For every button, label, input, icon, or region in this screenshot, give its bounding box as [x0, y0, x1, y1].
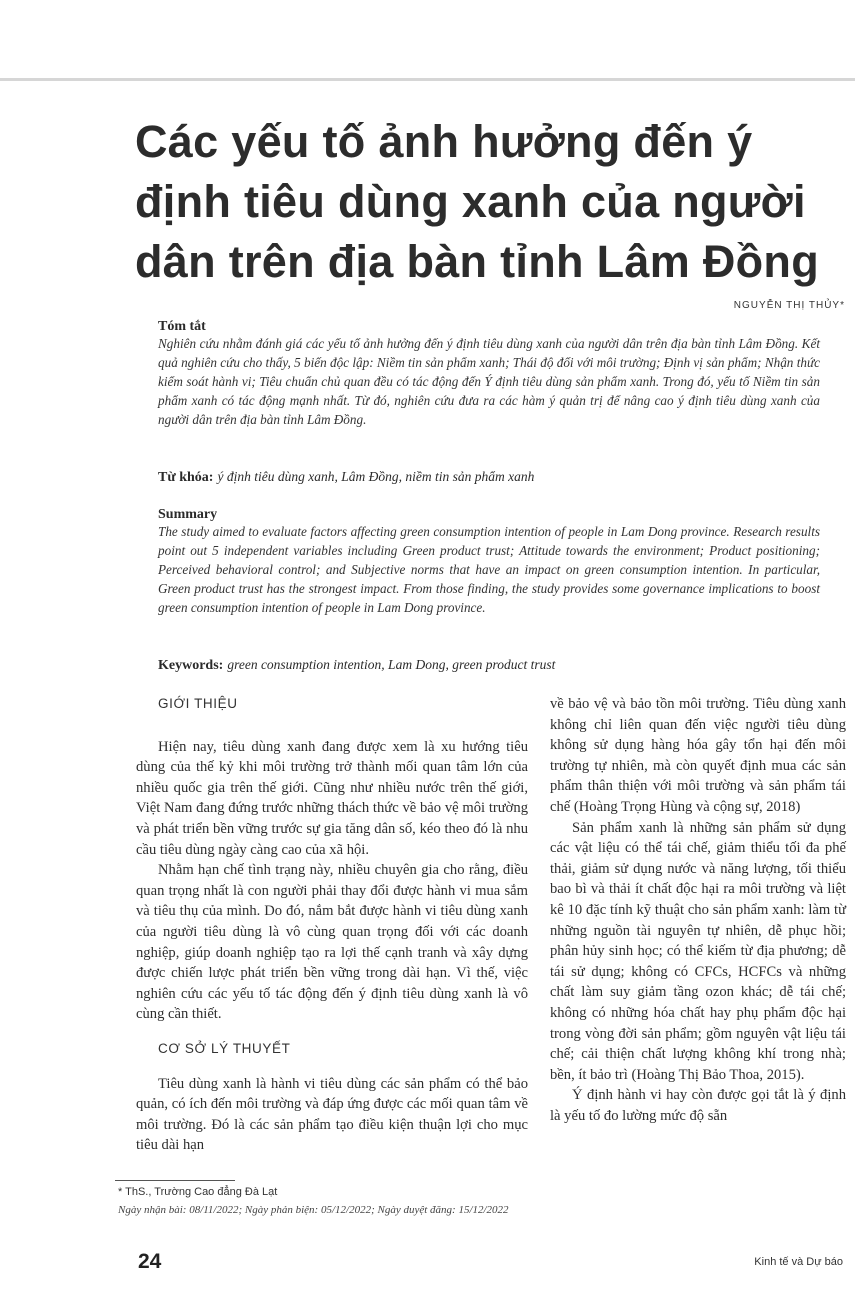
abstract-english — [158, 506, 820, 618]
abstract-en-heading: Summary — [158, 507, 218, 522]
right-column — [550, 694, 846, 1126]
theory-paragraph-1: Tiêu dùng xanh là hành vi tiêu dùng các sản phẩm có thể bảo quản, có ích đến môi trường và đáp ứng được các mối quan tâm về môi trường. Đó là các sản phẩm tạo điều kiện thuận lợi cho mục tiêu dài hạn — [136, 1075, 528, 1154]
footnote-rule — [115, 1180, 235, 1181]
right-paragraph-2: Sản phẩm xanh là những sản phẩm sử dụng các vật liệu có thể tái chế, giảm thiểu tối đa phế thải, giảm sử dụng nước và năng lượng, tối thiểu bao bì và thải ít chất độc hại ra môi trường và liệt kê 10 đặc tính kỹ thuật cho sản phẩm xanh: làm từ những nguồn tài nguyên tự nhiên, dễ phục hồi; phân hủy sinh học; có thể kiếm từ địa phương; dễ tái sử dụng; không có CFCs, HCFCs và những chất làm suy giảm tầng ozon khác; dễ tái chế; không có những hóa chất hay phụ phẩm độc hại trong vòng đời sản phẩm; gồm nguyên vật liệu tái chế; cải thiện chất lượng không khí trong nhà; bền, ít bảo trì (Hoàng Thị Bảo Thoa, 2015). — [550, 819, 846, 1083]
keywords-en-label: Keywords: — [158, 658, 224, 673]
left-column — [136, 694, 528, 1156]
theory-heading: CƠ SỞ LÝ THUYẾT — [158, 1040, 291, 1056]
author-name: NGUYỄN THỊ THỦY* — [733, 300, 845, 311]
abstract-vietnamese — [158, 318, 820, 430]
right-paragraph-1: về bảo vệ và bảo tồn môi trường. Tiêu dùng xanh không chỉ liên quan đến việc người tiêu dùng không sử dụng hàng hóa gây tổn hại đến môi trường tự nhiên, mà còn quyết định mua các sản phẩm thân thiện với môi trường và sản phẩm tái chế (Hoàng Trọng Hùng và cộng sự, 2018) — [550, 696, 846, 815]
article-title: Các yếu tố ảnh hưởng đến ý định tiêu dùng xanh của người dân trên địa bàn tỉnh Lâm Đồng — [135, 116, 819, 287]
right-paragraph-3: Ý định hành vi hay còn được gọi tắt là ý định là yếu tố đo lường mức độ sẵn — [550, 1087, 846, 1124]
abstract-vi-body: Nghiên cứu nhằm đánh giá các yếu tố ảnh hưởng đến ý định tiêu dùng xanh của người dân trên địa bàn tỉnh Lâm Đồng. Kết quả nghiên cứu cho thấy, 5 biến độc lập: Niềm tin sản phẩm xanh; Thái độ đối với môi trường; Định vị sản phẩm; Nhận thức kiểm soát hành vi; Tiêu chuẩn chủ quan đều có tác động đến Ý định tiêu dùng sản phẩm xanh. Trong đó, yếu tố Niềm tin sản phẩm xanh có tác động mạnh nhất. Từ đó, nghiên cứu đưa ra các hàm ý quản trị để nâng cao ý định tiêu dùng xanh của người dân trên địa bàn tỉnh Lâm Đồng. — [158, 336, 820, 427]
header-rule — [0, 78, 855, 81]
keywords-vi-value: ý định tiêu dùng xanh, Lâm Đồng, niềm tin sản phẩm xanh — [217, 469, 535, 484]
intro-heading: GIỚI THIỆU — [158, 696, 238, 711]
intro-paragraph-2: Nhằm hạn chế tình trạng này, nhiều chuyên gia cho rằng, điều quan trọng nhất là con người phải thay đổi được hành vi mua sắm và tiêu thụ của mình. Do đó, nắm bắt được hành vi tiêu dùng xanh của người tiêu dùng là vô cùng quan trọng đối với các doanh nghiệp, giúp doanh nghiệp tạo ra lợi thế cạnh tranh và xây dựng được chiến lược phát triển bền vững trong dài hạn. Vì thế, việc nghiên cứu các yếu tố tác động đến ý định tiêu dùng xanh là vô cùng cần thiết. — [136, 862, 528, 1023]
journal-name: Kinh tế và Dự báo — [754, 1256, 843, 1268]
intro-paragraph-1: Hiện nay, tiêu dùng xanh đang được xem là xu hướng tiêu dùng của thế kỷ khi môi trường trở thành mối quan tâm lớn của nhiều quốc gia trên thế giới. Cũng như nhiều nước trên thế giới, Việt Nam đang đứng trước những thách thức về bảo vệ môi trường và phát triển bền vững trước sự gia tăng dân số, kéo theo đó là nhu cầu tiêu dùng ngày càng cao của xã hội. — [136, 738, 528, 858]
keywords-vietnamese — [158, 468, 820, 486]
abstract-en-body: The study aimed to evaluate factors affecting green consumption intention of people in Lam Dong province. Research results point out 5 independent variables including Green product trust; Attitude towards the environment; Product positioning; Perceived behavioral control; and Subjective norms that have an impact on green consumption intention. In particular, Green product trust has the strongest impact. From those finding, the study provides some governance implications to boost green consumption intention of people in Lam Dong province. — [158, 524, 820, 615]
keywords-en-value: green consumption intention, Lam Dong, green product trust — [227, 657, 556, 672]
keywords-english — [158, 656, 820, 674]
footnote-dates: Ngày nhận bài: 08/11/2022; Ngày phản biện: 05/12/2022; Ngày duyệt đăng: 15/12/2022 — [118, 1204, 509, 1216]
footnote-affiliation: * ThS., Trường Cao đẳng Đà Lạt — [118, 1186, 278, 1198]
abstract-vi-heading: Tóm tắt — [158, 319, 206, 334]
page-number: 24 — [138, 1250, 162, 1273]
keywords-vi-label: Từ khóa: — [158, 470, 214, 485]
